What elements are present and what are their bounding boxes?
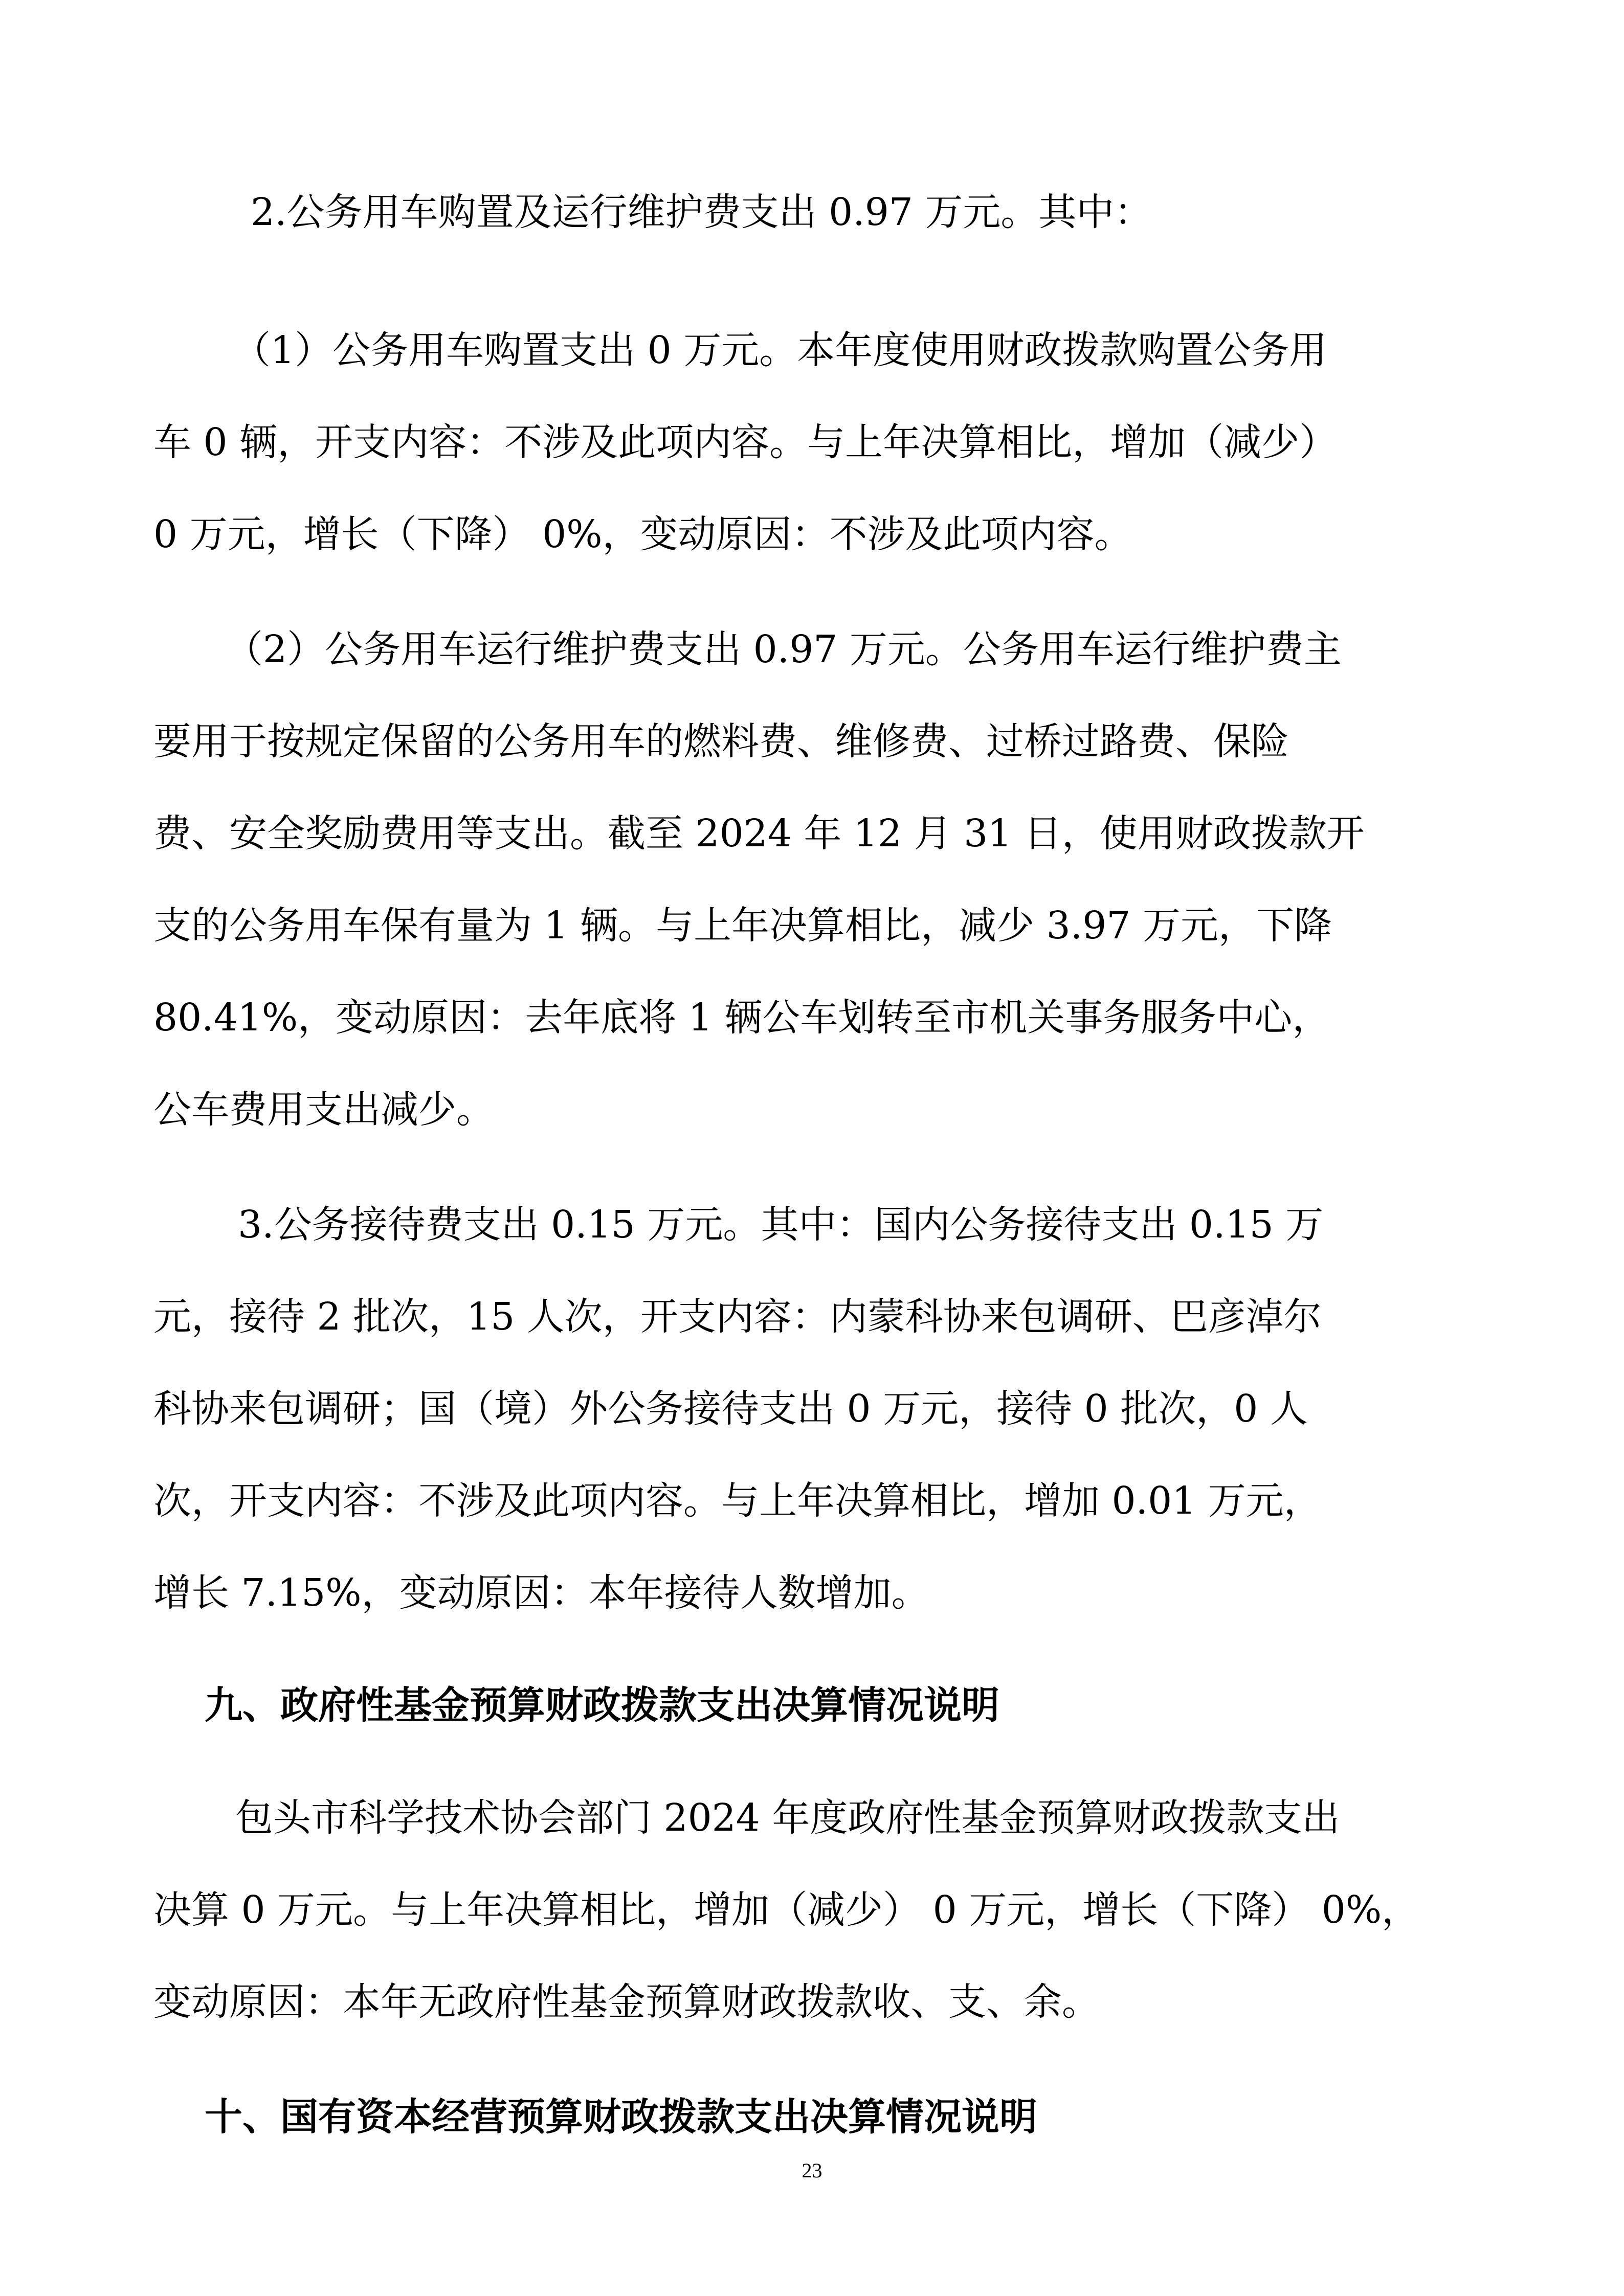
paragraph-line: 0 万元，增长（下降） 0%，变动原因：不涉及此项内容。	[153, 512, 1132, 556]
section-heading: 九、政府性基金预算财政拨款支出决算情况说明	[205, 1683, 999, 1727]
paragraph-line: 支的公务用车保有量为 1 辆。与上年决算相比，减少 3.97 万元，下降	[153, 904, 1332, 948]
paragraph-line: 要用于按规定保留的公务用车的燃料费、维修费、过桥过路费、保险	[153, 719, 1289, 763]
paragraph-line: （2）公务用车运行维护费支出 0.97 万元。公务用车运行维护费主	[225, 627, 1342, 671]
paragraph-line: 3.公务接待费支出 0.15 万元。其中：国内公务接待支出 0.15 万	[238, 1203, 1324, 1247]
paragraph-line: 增长 7.15%，变动原因：本年接待人数增加。	[153, 1571, 929, 1615]
paragraph-line: 次，开支内容：不涉及此项内容。与上年决算相比，增加 0.01 万元，	[153, 1479, 1322, 1523]
paragraph-line: 包头市科学技术协会部门 2024 年度政府性基金预算财政拨款支出	[235, 1796, 1340, 1840]
page-number: 23	[802, 2159, 822, 2182]
paragraph-line: 元，接待 2 批次，15 人次，开支内容：内蒙科协来包调研、巴彦淖尔	[153, 1295, 1322, 1339]
paragraph-line: 2.公务用车购置及运行维护费支出 0.97 万元。其中：	[251, 190, 1152, 234]
paragraph-line: （1）公务用车购置支出 0 万元。本年度使用财政拨款购置公务用	[233, 328, 1327, 372]
paragraph-line: 费、安全奖励费用等支出。截至 2024 年 12 月 31 日，使用财政拨款开	[153, 812, 1365, 856]
paragraph-line: 科协来包调研；国（境）外公务接待支出 0 万元，接待 0 批次，0 人	[153, 1387, 1308, 1431]
section-heading: 十、国有资本经营预算财政拨款支出决算情况说明	[205, 2095, 1037, 2139]
paragraph-line: 80.41%，变动原因：去年底将 1 辆公车划转至市机关事务服务中心，	[153, 996, 1330, 1040]
paragraph-line: 变动原因：本年无政府性基金预算财政拨款收、支、余。	[153, 1980, 1100, 2024]
paragraph-line: 车 0 辆，开支内容：不涉及此项内容。与上年决算相比，增加（减少）	[153, 420, 1338, 464]
paragraph-line: 公车费用支出减少。	[153, 1088, 494, 1132]
paragraph-line: 决算 0 万元。与上年决算相比，增加（减少） 0 万元，增长（下降） 0%，	[153, 1888, 1420, 1932]
